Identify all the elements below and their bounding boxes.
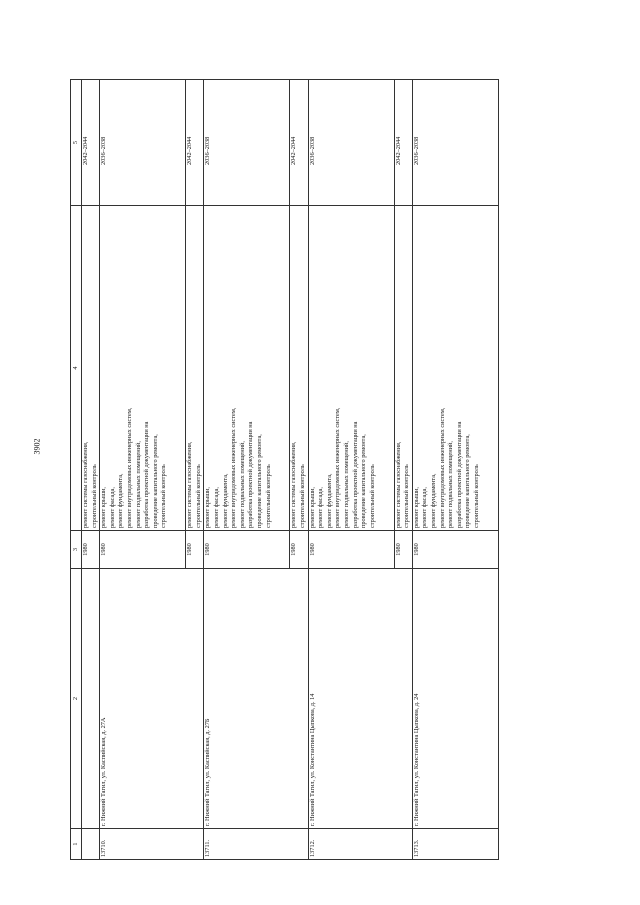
column-header: 5: [71, 80, 82, 206]
column-header: 3: [71, 531, 82, 569]
work-description-cell: ремонт системы газоснабжения, строительный контроль: [394, 206, 412, 531]
year-cell: 1980: [82, 531, 100, 569]
row-number-cell: 13712.: [308, 829, 412, 860]
work-description-cell: ремонт системы газоснабжения, строительный контроль: [82, 206, 100, 531]
table-row: [82, 80, 100, 860]
work-description-cell: ремонт системы газоснабжения, строительный контроль: [186, 206, 204, 531]
column-header: 2: [71, 569, 82, 829]
address-cell: г. Нижний Тагил, ул. Каспийская, д. 27Б: [204, 569, 308, 829]
table-body: [82, 80, 499, 860]
address-cell: [82, 569, 100, 829]
row-number-cell: 13711.: [204, 829, 308, 860]
planned-period-cell: 2042–2044: [394, 80, 412, 206]
planned-period-cell: 2042–2044: [186, 80, 204, 206]
work-description-cell: ремонт системы газоснабжения, строительный контроль: [290, 206, 308, 531]
table-row: [100, 80, 186, 860]
planned-period-cell: 2036–2038: [308, 80, 394, 206]
year-cell: 1980: [204, 531, 290, 569]
work-description-cell: ремонт крыши, ремонт фасада, ремонт фундамента, ремонт внутридомовых инженерных систем, ремонт подвальных помещений, разработка проектной документации на проведение капитального ремонта, строительный контроль: [204, 206, 290, 531]
planned-period-cell: 2042–2044: [82, 80, 100, 206]
column-header: 4: [71, 206, 82, 531]
year-cell: 1980: [308, 531, 394, 569]
planned-period-cell: 2036–2038: [204, 80, 290, 206]
year-cell: 1980: [290, 531, 308, 569]
table-row: [308, 80, 394, 860]
planned-period-cell: 2036–2038: [100, 80, 186, 206]
planned-period-cell: 2036–2038: [412, 80, 498, 206]
row-number-cell: 13710.: [100, 829, 204, 860]
table-row: [412, 80, 498, 860]
work-description-cell: ремонт крыши, ремонт фасада, ремонт фундамента, ремонт внутридомовых инженерных систем, ремонт подвальных помещений, разработка проектной документации на проведение капитального ремонта, строительный контроль: [100, 206, 186, 531]
page-number: 3902: [32, 438, 42, 455]
planned-period-cell: 2042–2044: [290, 80, 308, 206]
address-cell: г. Нижний Тагил, ул. Константина Цыпкова, д. 14: [308, 569, 412, 829]
column-header: 1: [71, 829, 82, 860]
year-cell: 1980: [186, 531, 204, 569]
repair-schedule-table: [70, 79, 499, 860]
year-cell: 1980: [100, 531, 186, 569]
table-row: [204, 80, 290, 860]
rotated-table-container: [70, 80, 595, 860]
work-description-cell: ремонт крыши, ремонт фасада, ремонт фундамента, ремонт внутридомовых инженерных систем, ремонт подвальных помещений, разработка проектной документации на проведение капитального ремонта, строительный контроль: [308, 206, 394, 531]
address-cell: г. Нижний Тагил, ул. Каспийская, д. 27А: [100, 569, 204, 829]
row-number-cell: 13713.: [412, 829, 498, 860]
row-number-cell: [82, 829, 100, 860]
work-description-cell: ремонт крыши, ремонт фасада, ремонт фундамента, ремонт внутридомовых инженерных систем, ремонт подвальных помещений, разработка проектной документации на проведение капитального ремонта, строительный контроль: [412, 206, 498, 531]
year-cell: 1980: [394, 531, 412, 569]
address-cell: г. Нижний Тагил, ул. Константина Цыпкова, д. 24: [412, 569, 498, 829]
year-cell: 1980: [412, 531, 498, 569]
table-header-row: [71, 80, 82, 860]
